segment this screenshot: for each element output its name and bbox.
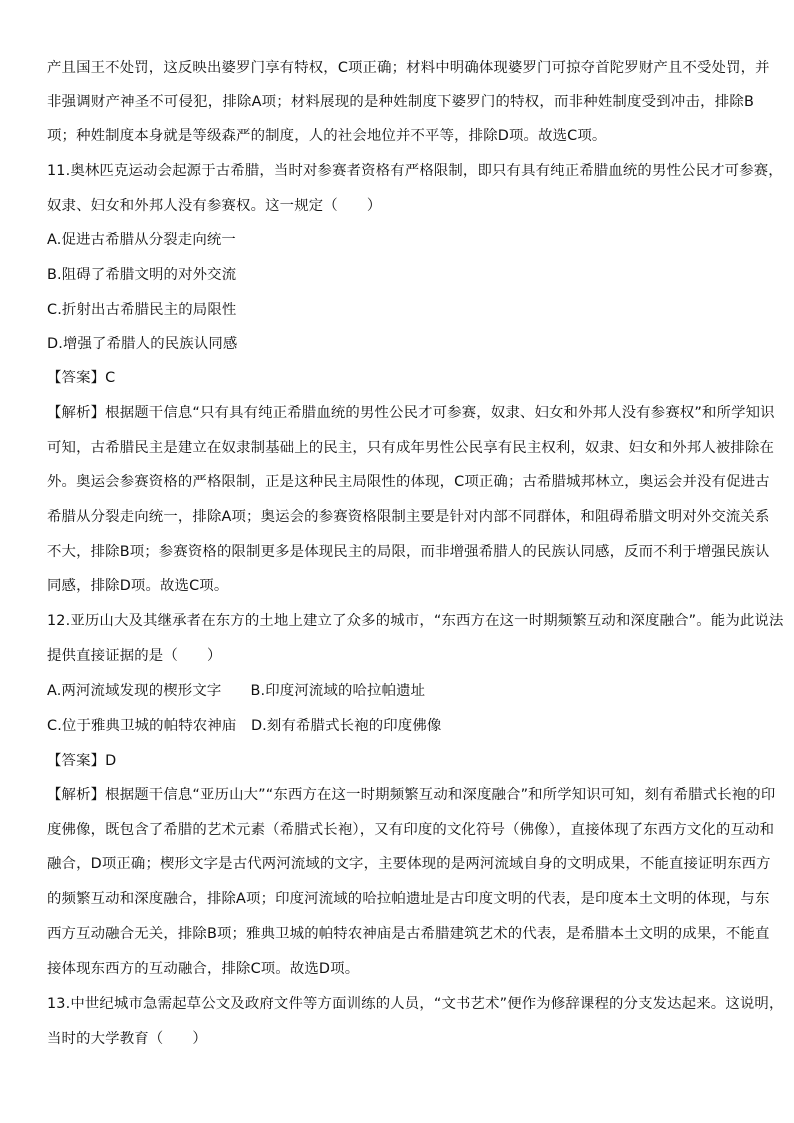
text-line: 不大，排除B项；参赛资格的限制更多是体现民主的局限，而非增强希腊人的民族认同感，反而不利于增强民族认 [47,544,770,560]
text-line: 【解析】根据题干信息“亚历山大”“东西方在这一时期频繁互动和深度融合”和所学知识可知，刻有希腊式长袍的印 [47,787,776,803]
text-line: 融合，D项正确；楔形文字是古代两河流域的文字，主要体现的是两河流域自身的文明成果，不能直接证明东西方 [47,856,771,872]
text-line: 当时的大学教育（ ） [47,1031,207,1047]
text-line: 13.中世纪城市急需起草公文及政府文件等方面训练的人员，“文书艺术”便作为修辞课程的分支发达起来。这说明， [47,996,784,1012]
text-line: 奴隶、妇女和外邦人没有参赛权。这一规定（ ） [47,198,382,214]
text-line: A.促进古希腊从分裂走向统一 [47,232,236,248]
text-line: B.阻碍了希腊文明的对外交流 [47,267,237,283]
text-line: 产且国王不处罚，这反映出婆罗门享有特权，C项正确；材料中明确体现婆罗门可掠夺首陀罗财产且不受处罚，并 [47,60,770,76]
text-line: 外。奥运会参赛资格的严格限制，正是这种民主局限性的体现，C项正确；古希腊城邦林立，奥运会并没有促进古 [47,474,770,490]
text-line: 可知，古希腊民主是建立在奴隶制基础上的民主，只有成年男性公民享有民主权利，奴隶、妇女和外邦人被排除在 [47,440,775,456]
text-line: 【答案】C [47,370,116,386]
text-line: 希腊从分裂走向统一，排除A项；奥运会的参赛资格限制主要是针对内部不同群体，和阻碍希腊文明对外交流关系 [47,509,770,525]
text-line: 12.亚历山大及其继承者在东方的土地上建立了众多的城市，“东西方在这一时期频繁互动和深度融合”。能为此说法 [47,613,784,629]
text-line: A.两河流域发现的楔形文字 B.印度河流域的哈拉帕遗址 [47,683,426,699]
text-line: 的频繁互动和深度融合，排除A项；印度河流域的哈拉帕遗址是古印度文明的代表，是印度本土文明的体现，与东 [47,891,770,907]
text-line: 项；种姓制度本身就是等级森严的制度，人的社会地位并不平等，排除D项。故选C项。 [47,128,607,144]
text-line: 度佛像，既包含了希腊的艺术元素（希腊式长袍），又有印度的文化符号（佛像），直接体现了东西方文化的互动和 [47,822,775,838]
text-line: 接体现东西方的互动融合，排除C项。故选D项。 [47,961,360,977]
text-line: 同感，排除D项。故选C项。 [47,578,229,594]
text-line: 【解析】根据题干信息“只有具有纯正希腊血统的男性公民才可参赛，奴隶、妇女和外邦人没有参赛权”和所学知识 [47,405,775,421]
text-line: 提供直接证据的是（ ） [47,648,222,664]
text-line: 11.奥林匹克运动会起源于古希腊，当时对参赛者资格有严格限制，即只有具有纯正希腊血统的男性公民才可参赛， [47,163,783,179]
text-line: C.折射出古希腊民主的局限性 [47,302,237,318]
text-line: D.增强了希腊人的民族认同感 [47,336,238,352]
text-line: 【答案】D [47,753,117,769]
text-line: 西方互动融合无关，排除B项；雅典卫城的帕特农神庙是古希腊建筑艺术的代表，是希腊本土文明的成果，不能直 [47,926,770,942]
text-line: 非强调财产神圣不可侵犯，排除A项；材料展现的是种姓制度下婆罗门的特权，而非种姓制度受到冲击，排除B [47,94,754,110]
text-line: C.位于雅典卫城的帕特农神庙 D.刻有希腊式长袍的印度佛像 [47,718,442,734]
